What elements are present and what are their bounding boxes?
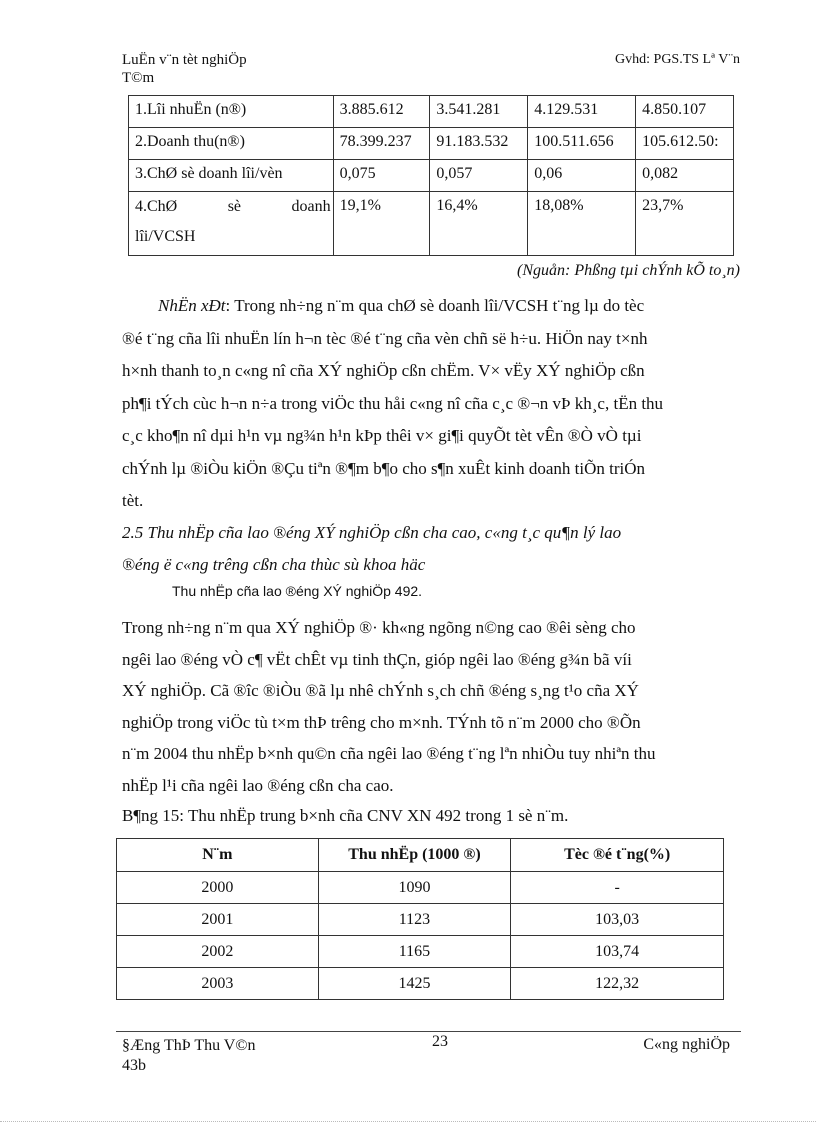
paragraph-line: XÝ nghiÖp. Cã ®îc ®iÒu ®ã lµ nhê chÝnh s¸ch chñ ®éng s¸ng t¹o cña XÝ bbox=[122, 681, 639, 700]
table-cell: 100.511.656 bbox=[528, 128, 636, 160]
table-cell: 1090 bbox=[318, 872, 511, 904]
section-heading-line: 2.5 Thu nhËp cña lao ®éng XÝ nghiÖp cßn cha cao, c«ng t¸c qu¶n lý lao bbox=[122, 523, 622, 542]
table-cell: 1165 bbox=[318, 936, 511, 968]
column-header: Tèc ®é t¨ng(%) bbox=[511, 839, 724, 872]
paragraph-line: ph¶i tÝch cùc h¬n n÷a trong viÖc thu håi c«ng nî cña c¸c ®¬n vÞ kh¸c, tËn thu bbox=[122, 393, 664, 413]
analysis-paragraph bbox=[122, 290, 740, 518]
table-cell: 1.Lîi nhuËn (n®) bbox=[129, 96, 334, 128]
table-cell: 16,4% bbox=[430, 192, 528, 256]
table-cell: 1425 bbox=[318, 968, 511, 1000]
table-cell: 23,7% bbox=[636, 192, 734, 256]
header-advisor: Gvhd: PGS.TS Lª V¨n bbox=[615, 52, 740, 67]
paragraph-lead: NhËn xÐt bbox=[158, 296, 226, 315]
table-cell: 2.Doanh thu(n®) bbox=[129, 128, 334, 160]
table-cell: 3.541.281 bbox=[430, 96, 528, 128]
paragraph-text: : Trong nh÷ng n¨m qua chØ sè doanh lîi/VCSH t¨ng lµ do tèc bbox=[225, 296, 645, 315]
paragraph-line: nhËp l¹i cña ngêi lao ®éng cßn cha cao. bbox=[122, 775, 394, 795]
paragraph-line: chÝnh lµ ®iÒu kiÖn ®Çu tiªn ®¶m b¶o cho s¶n xuÊt kinh doanh tiÕn triÓn bbox=[122, 458, 646, 478]
paragraph-line: nghiÖp trong viÖc tù t×m thÞ trêng cho m×nh. TÝnh tõ n¨m 2000 cho ®Õn bbox=[122, 712, 641, 732]
table-row bbox=[117, 904, 724, 936]
footer-author bbox=[122, 1036, 256, 1076]
column-header: N¨m bbox=[117, 839, 319, 872]
header-left-line2: T©m bbox=[122, 70, 155, 86]
table-cell: 18,08% bbox=[528, 192, 636, 256]
table-cell bbox=[129, 192, 334, 256]
paragraph-line: ®é t¨ng cña lîi nhuËn lín h¬n tèc ®é t¨ng cña vèn chñ së h÷u. HiÖn nay t×nh bbox=[122, 328, 648, 348]
table-cell: 78.399.237 bbox=[333, 128, 430, 160]
footer-author-name: §Æng ThÞ Thu V©n bbox=[122, 1037, 256, 1054]
paragraph-line: c¸c kho¶n nî dµi h¹n vµ ng¾n h¹n kÞp thêi v× gi¶i quyÕt tèt vÊn ®Ò vÒ tµi bbox=[122, 426, 642, 445]
table-cell: 0,057 bbox=[430, 160, 528, 192]
page-number: 23 bbox=[432, 1033, 448, 1050]
cell-label-bottom: lîi/VCSH bbox=[135, 228, 196, 245]
table-cell: 103,03 bbox=[511, 904, 724, 936]
table-row bbox=[129, 192, 734, 256]
table-header-row bbox=[117, 839, 724, 872]
paragraph-line: n¨m 2004 thu nhËp b×nh qu©n cña ngêi lao ®éng t¨ng lªn nhiÒu tuy nhiªn thu bbox=[122, 744, 656, 763]
column-header: Thu nhËp (1000 ®) bbox=[318, 839, 511, 872]
table-cell: 3.ChØ sè doanh lîi/vèn bbox=[129, 160, 334, 192]
table-cell: 4.129.531 bbox=[528, 96, 636, 128]
paragraph-line: ngêi lao ®éng vÒ c¶ vËt chÊt vµ tinh thÇn, gióp ngêi lao ®éng g¾n bã víi bbox=[122, 649, 632, 669]
table-row bbox=[129, 96, 734, 128]
table-row bbox=[117, 872, 724, 904]
header-title bbox=[122, 51, 247, 87]
table-cell: 0,075 bbox=[333, 160, 430, 192]
paragraph-line: tèt. bbox=[122, 491, 144, 510]
table-cell: 2002 bbox=[117, 936, 319, 968]
table-row bbox=[129, 128, 734, 160]
label-part: sè bbox=[227, 198, 242, 215]
label-part: 4.ChØ bbox=[135, 198, 178, 215]
section-heading bbox=[122, 517, 740, 581]
table-cell: - bbox=[511, 872, 724, 904]
table-cell: 4.850.107 bbox=[636, 96, 734, 128]
table-row bbox=[117, 968, 724, 1000]
header-left-line1: LuËn v¨n tèt nghiÖp bbox=[122, 52, 247, 68]
cell-label-top bbox=[135, 192, 333, 222]
table-cell: 103,74 bbox=[511, 936, 724, 968]
income-paragraph bbox=[122, 612, 740, 801]
table-cell: 0,082 bbox=[636, 160, 734, 192]
table-cell: 91.183.532 bbox=[430, 128, 528, 160]
table-cell: 0,06 bbox=[528, 160, 636, 192]
table-cell: 2000 bbox=[117, 872, 319, 904]
table-cell: 2003 bbox=[117, 968, 319, 1000]
table-row bbox=[117, 936, 724, 968]
page-edge-divider bbox=[0, 1121, 816, 1122]
table-cell: 3.885.612 bbox=[333, 96, 430, 128]
table-cell: 122,32 bbox=[511, 968, 724, 1000]
table-caption: B¶ng 15: Thu nhËp trung b×nh cña CNV XN 492 trong 1 sè n¨m. bbox=[122, 806, 569, 825]
table-cell: 2001 bbox=[117, 904, 319, 936]
financial-indicators-table bbox=[128, 95, 734, 256]
footer-department: C«ng nghiÖp bbox=[643, 1036, 730, 1053]
income-table bbox=[116, 838, 724, 1000]
subheading: Thu nhËp cña lao ®éng XÝ nghiÖp 492. bbox=[172, 583, 423, 599]
label-part: doanh bbox=[291, 198, 331, 215]
paragraph-line: h×nh thanh to¸n c«ng nî cña XÝ nghiÖp cßn chËm. V× vËy XÝ nghiÖp cßn bbox=[122, 361, 645, 380]
table-cell: 19,1% bbox=[333, 192, 430, 256]
footer-author-class: 43b bbox=[122, 1057, 146, 1074]
table-row bbox=[129, 160, 734, 192]
table-cell: 1123 bbox=[318, 904, 511, 936]
paragraph-line: Trong nh÷ng n¨m qua XÝ nghiÖp ®· kh«ng ngõng n©ng cao ®êi sèng cho bbox=[122, 618, 636, 637]
table-source-note: (Nguån: Phßng tµi chÝnh kÕ to¸n) bbox=[517, 262, 740, 279]
paragraph-line bbox=[122, 290, 740, 323]
footer-divider bbox=[116, 1031, 741, 1032]
table-cell: 105.612.50: bbox=[636, 128, 734, 160]
section-heading-line: ®éng ë c«ng trêng cßn cha thùc sù khoa häc bbox=[122, 555, 426, 574]
